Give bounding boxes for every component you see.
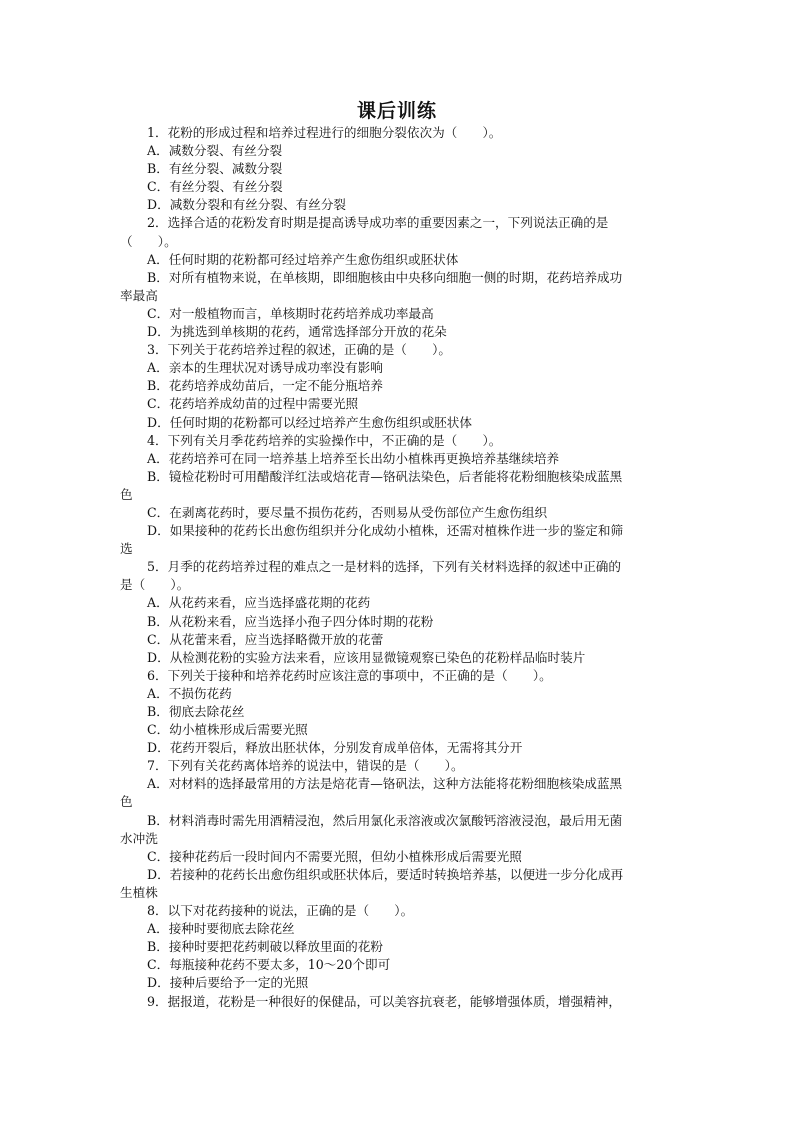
- text-line: D．接种后要给予一定的光照: [147, 975, 309, 991]
- text-line: A．接种时要彻底去除花丝: [147, 921, 295, 937]
- text-line: A．减数分裂、有丝分裂: [147, 143, 283, 159]
- text-line: B．材料消毒时需先用酒精浸泡，然后用氯化汞溶液或次氯酸钙溶液浸泡，最后用无菌: [147, 812, 623, 828]
- text-line: C．对一般植物而言，单核期时花药培养成功率最高: [147, 305, 434, 321]
- text-line: D．减数分裂和有丝分裂、有丝分裂: [147, 197, 347, 213]
- text-line: C．幼小植株形成后需要光照: [147, 722, 308, 738]
- page-title: 课后训练: [356, 100, 437, 122]
- text-line: 5．月季的花药培养过程的难点之一是材料的选择，下列有关材料选择的叙述中正确的: [147, 559, 621, 575]
- text-line: B．从花粉来看，应当选择小孢子四分体时期的花粉: [147, 613, 434, 629]
- text-line: 色: [120, 486, 133, 502]
- text-line: 色: [120, 794, 133, 810]
- text-line: A．对材料的选择最常用的方法是焙花青—铬矾法，这种方法能将花粉细胞核染成蓝黑: [147, 776, 623, 792]
- text-line: C．接种花药后一段时间内不需要光照，但幼小植株形成后需要光照: [147, 848, 522, 864]
- text-line: 选: [120, 541, 133, 557]
- text-line: A．不损伤花药: [147, 685, 232, 701]
- text-line: B．有丝分裂、减数分裂: [147, 161, 283, 177]
- text-line: C．在剥离花药时，要尽量不损伤花药，否则易从受伤部位产生愈伤组织: [147, 504, 548, 520]
- text-line: 9．据报道，花粉是一种很好的保健品，可以美容抗衰老，能够增强体质，增强精神，: [147, 993, 621, 1009]
- text-line: 水冲洗: [120, 830, 158, 846]
- text-line: 1．花粉的形成过程和培养过程进行的细胞分裂依次为（ ）。: [147, 125, 502, 140]
- text-line: 3．下列关于花药培养过程的叙述，正确的是（ ）。: [147, 342, 451, 358]
- text-line: 是（ ）。: [120, 577, 190, 593]
- text-line: D．为挑选到单核期的花药，通常选择部分开放的花朵: [147, 324, 447, 340]
- text-line: A．从花药来看，应当选择盛花期的花药: [147, 595, 371, 611]
- text-line: C．从花蕾来看，应当选择略微开放的花蕾: [147, 631, 384, 647]
- text-line: B．彻底去除花丝: [147, 704, 245, 719]
- text-line: 率最高: [120, 287, 158, 303]
- document-body: [120, 124, 678, 1011]
- text-line: D．若接种的花药长出愈伤组织或胚状体后，要适时转换培养基，以便进一步分化成再: [147, 866, 624, 882]
- text-line: B．接种时要把花药刺破以释放里面的花粉: [147, 939, 383, 955]
- text-line: 4．下列有关月季花药培养的实验操作中，不正确的是（ ）。: [147, 432, 502, 448]
- text-line: D．花药开裂后，释放出胚状体，分别发育成单倍体，无需将其分开: [147, 740, 523, 756]
- text-line: C．花药培养成幼苗的过程中需要光照: [147, 396, 359, 412]
- text-line: 生植株: [120, 884, 158, 900]
- text-line: D．从检测花粉的实验方法来看，应该用显微镜观察已染色的花粉样品临时装片: [147, 649, 586, 665]
- text-line: 2．选择合适的花粉发育时期是提高诱导成功率的重要因素之一，下列说法正确的是: [147, 215, 609, 231]
- text-line: A．任何时期的花粉都可经过培养产生愈伤组织或胚状体: [147, 251, 459, 267]
- text-line: A．亲本的生理状况对诱导成功率没有影响: [147, 360, 383, 376]
- text-line: D．任何时期的花粉都可以经过培养产生愈伤组织或胚状体: [147, 414, 472, 430]
- text-line: （ ）。: [120, 233, 177, 249]
- text-line: C．有丝分裂、有丝分裂: [147, 179, 283, 195]
- text-line: D．如果接种的花药长出愈伤组织并分化成幼小植株，还需对植株作进一步的鉴定和筛: [147, 523, 624, 539]
- text-line: 6．下列关于接种和培养花药时应该注意的事项中，不正确的是（ ）。: [147, 667, 552, 683]
- text-line: 8．以下对花药接种的说法，正确的是（ ）。: [147, 903, 414, 919]
- text-line: A．花药培养可在同一培养基上培养至长出幼小植株再更换培养基继续培养: [147, 450, 560, 466]
- text-line: B．花药培养成幼苗后，一定不能分瓶培养: [147, 378, 383, 394]
- text-line: B．对所有植物来说，在单核期，即细胞核由中央移向细胞一侧的时期，花药培养成功: [147, 269, 623, 285]
- text-line: 7．下列有关花药离体培养的说法中，错误的是（ ）。: [147, 758, 464, 774]
- text-line: C．每瓶接种花药不要太多，10～20个即可: [147, 957, 391, 973]
- text-line: B．镜检花粉时可用醋酸洋红法或焙花青—铬矾法染色，后者能将花粉细胞核染成蓝黑: [147, 468, 623, 484]
